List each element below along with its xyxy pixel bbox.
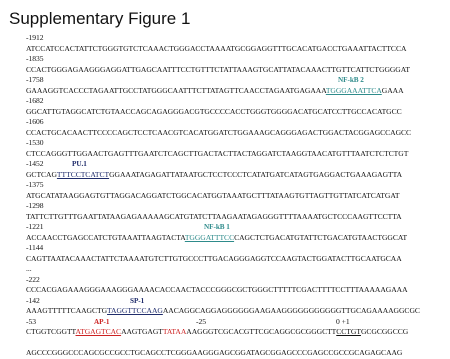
sequence-line [26, 327, 446, 338]
position-label [26, 33, 446, 44]
position-label [26, 317, 446, 328]
pu1-label: PU.1 [72, 160, 87, 168]
sequence-line [26, 233, 446, 244]
position-label [26, 180, 446, 191]
position-label [26, 159, 446, 170]
sequence-segment: GAAA [381, 85, 404, 95]
pu1-site: TTTCCTCATCT [56, 169, 110, 179]
position-number: -1912 [26, 33, 44, 42]
position-number: -1606 [26, 117, 44, 126]
position-number: -1298 [26, 201, 44, 210]
promoter-sequence [26, 33, 446, 359]
position-number: -1375 [26, 180, 44, 189]
sequence-segment: GCTCAG [26, 169, 57, 179]
sequence-segment: GCGCGGCCG [360, 327, 409, 336]
sequence-line [26, 170, 446, 181]
sequence-line: CCCACGAGAAAGGGAAAGGGAAAACACCAACTACCCGGGCGCTGGGCTTTTTCGACTTTTCCTTTAAAAAGAAA [26, 285, 408, 294]
nfkb2-site: TGGGAAATTCA [325, 85, 382, 95]
sequence-line: CAGTTAATACAAACTATTCTAAAATGTCTTGTGCCCTTGACAGGGAGGTCCAAGTACTGGATACTTGCAATGCAA [26, 253, 402, 263]
sequence-segment: AAGGGTCGCACGTTCGCAGGCGCGGGCTT [186, 327, 337, 336]
position-label [26, 138, 446, 149]
sequence-line: CCACTGGGAGAAGGGAGGATTGAGCAATTTCCTGTTTCTATTAAAGTGCATTATACAAACTTGTTCATTCTGGGGAT [26, 64, 410, 74]
sequence-line [26, 306, 446, 317]
tata-box: TATAA [162, 327, 187, 336]
sp1-site: TAGGTTCCAAG [107, 306, 163, 315]
position-number: -1530 [26, 138, 44, 147]
sequence-line: TATTCTTGTTTGAATTATAAGAGAAAAAGCATGTATCTTAAGAATAGAGGGTTTTAAAATGCTCCCAAGTTCCTTA [26, 211, 402, 221]
sequence-line: ATCCATCCACTATTCTGGGTGTCTCAAACTGGGACCTAAAATGCGGAGGTTTGCACATGACCTGAAATTACTTCCA [26, 43, 407, 53]
sequence-segment: AACAGGCAGGAGGGGGGAAGAAGGGGGGGGGGGTTGCAGAAAAGGCGC [162, 306, 420, 315]
transcription-start-site: CCTGT [336, 327, 361, 336]
sp1-label: SP-1 [130, 296, 145, 305]
ap1-site: ATGAGTCAC [75, 327, 122, 336]
sequence-line: AGCCCGGGCCCAGCGCCGCCTGCAGCCTCGGGAAGGGAGCGGATAGCGGAGCCCGAGCCGCCGCAGAGCAAG [26, 348, 403, 357]
sequence-segment: ACCAACCTGAGCCATCTGTAAATTAAGTACTA [26, 232, 185, 242]
position-label [26, 201, 446, 212]
ellipsis [26, 264, 446, 275]
sequence-segment: GGAAATAGAGATTATAATGCTCCTCCCTCATATGATCATAGTGAGGACTGAAAGAGTTA [109, 169, 403, 179]
position-label [26, 117, 446, 128]
sequence-segment: GAAAGGTCACCCTAGAATTGCCTATGGGCAATTTCTTATAGTTCAACCTAGAATGAGAAA [26, 85, 326, 95]
sequence-segment: AAGTGAGT [121, 327, 163, 336]
position-number: -1221 [26, 222, 44, 231]
position-label [26, 96, 446, 107]
position-number: -222 [26, 274, 40, 284]
nfkb1-site: TGGGATTTCC [184, 232, 235, 242]
position-label [26, 75, 446, 86]
ap1-label: AP-1 [94, 317, 110, 326]
position-number: -1835 [26, 54, 44, 63]
sequence-line: ATGCATATAAGGAGTGTTAGGACAGGATCTGGCACATGGTAAATGCTTTATAAGTGTTAGTTGTTATCATCATGAT [26, 190, 400, 200]
position-number: -1758 [26, 75, 44, 84]
position-number: -1452 [26, 159, 44, 168]
sequence-line: CCACTGCACAACTTCCCCAGCTCCTCAACGTCACATGGATCTGGAAAGCAGGGAGACTGGACTACGGAGCCAGCC [26, 127, 412, 137]
position-number: -25 [196, 316, 206, 326]
position-label [26, 222, 446, 233]
blank-line [26, 338, 446, 349]
position-label [26, 296, 446, 307]
sequence-line: CTCCAGGGTTGGAACTGAGTTTGAATCTCAGCTTGACTACTTACTAGGATCTAAGGTAACATGTTTAATCTCTCTGT [26, 148, 409, 158]
position-number: -1682 [26, 96, 44, 105]
position-label [26, 54, 446, 65]
nfkb1-label: NF-kB 1 [204, 223, 230, 231]
sequence-segment: CTGGTCGGTT [26, 327, 76, 336]
sequence-line [26, 86, 446, 97]
position-number: -1144 [26, 243, 44, 252]
position-label [26, 243, 446, 254]
sequence-segment: CAGCTCTGACATGTATTCTGACATGTAACTGGCAT [234, 232, 408, 242]
nfkb2-label: NF-kB 2 [338, 76, 364, 84]
ellipsis-text: ... [26, 264, 32, 273]
figure-title: Supplementary Figure 1 [9, 9, 191, 28]
position-label [26, 275, 446, 286]
position-number: -53 [26, 316, 36, 326]
sequence-line: GGCATTGTAGGCATCTGTAACCAGCAGAGGGACGTGCCCCACCTGGGTGGGGACATGCATCCTTGCCACATGCC [26, 106, 402, 116]
sequence-segment: AAAGTTTTTCAAGCTG [26, 306, 108, 315]
transcription-start-label: 0 +1 [336, 316, 350, 326]
position-number: -142 [26, 295, 40, 305]
